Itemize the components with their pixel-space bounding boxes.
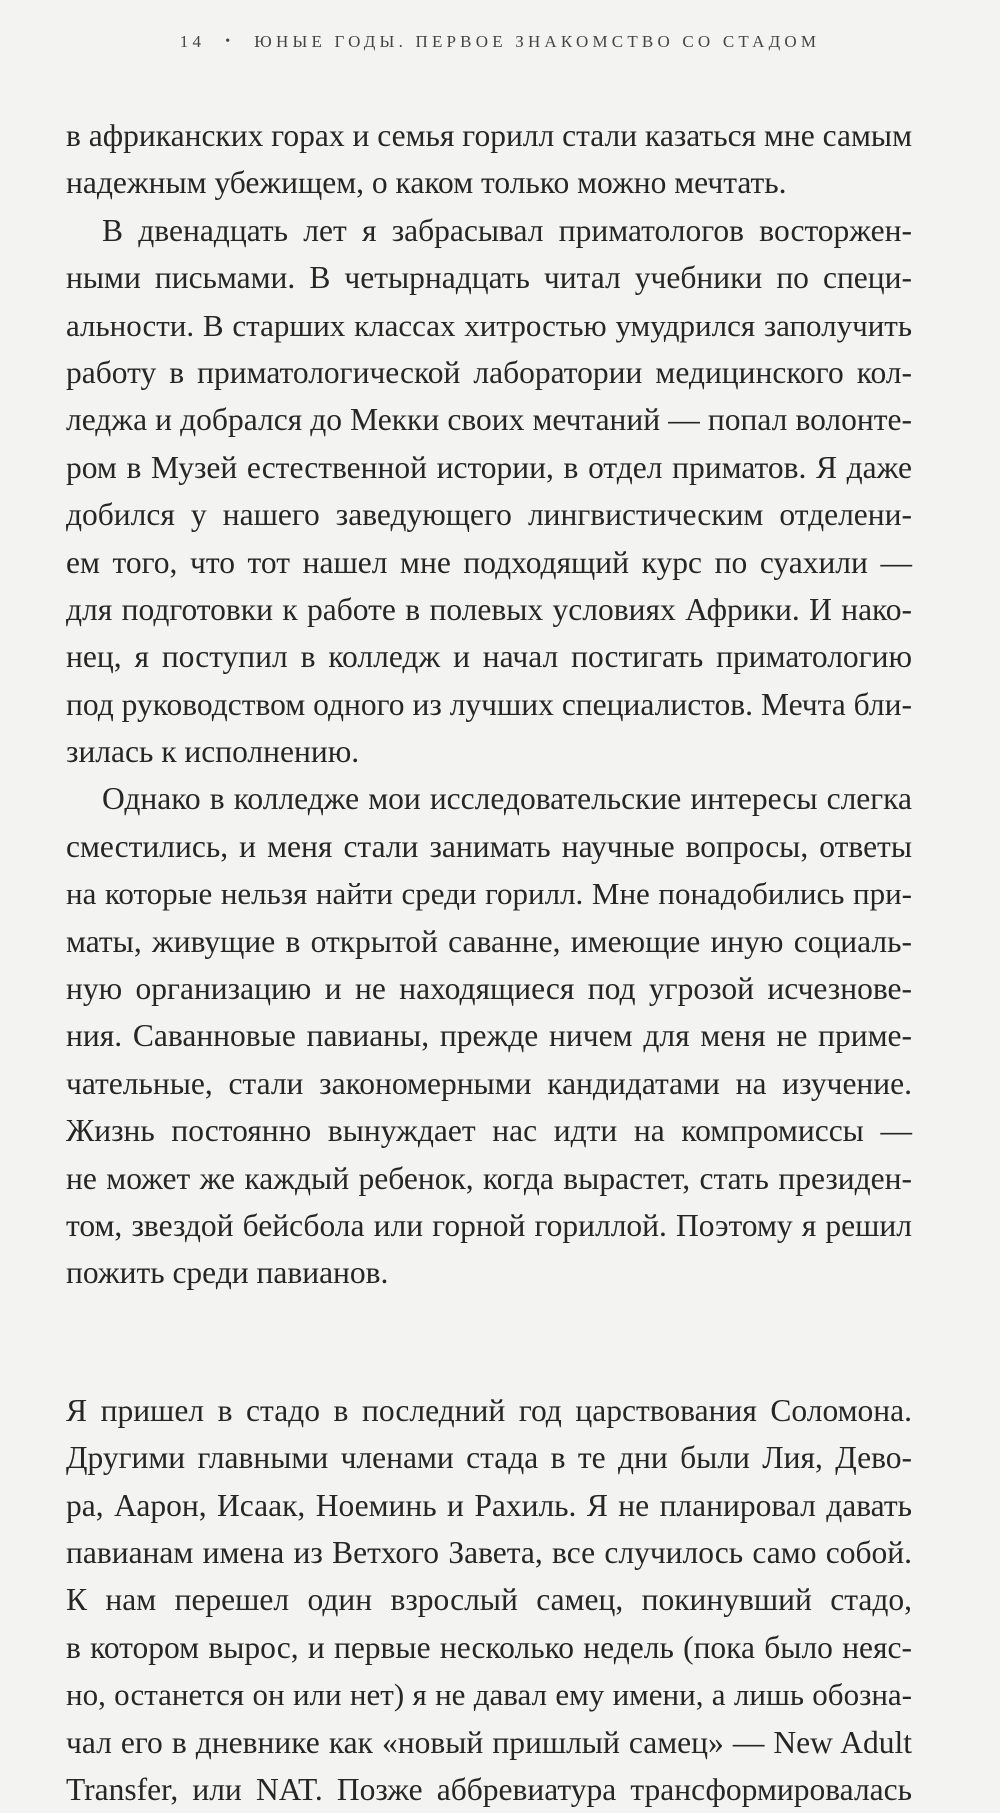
text-line: ром в Музей естественной истории, в отдел приматов. Я даже — [66, 449, 912, 485]
text-line: том, звездой бейсбола или горной гориллой. Поэтому я решил — [66, 1207, 912, 1243]
text-line: альности. В старших классах хитростью умудрился заполучить — [66, 307, 912, 343]
text-line: но, останется он или нет) я не давал ему имени, а лишь обозна- — [66, 1677, 912, 1713]
text-line: на которые нельзя найти среди горилл. Мне понадобились при- — [66, 876, 912, 912]
body-text — [66, 112, 912, 1813]
text-line: не может же каждый ребенок, когда вырастет, стать президен- — [66, 1160, 912, 1196]
paragraph — [66, 1387, 912, 1813]
text-line: нец, я поступил в колледж и начал постигать приматологию — [66, 639, 912, 675]
text-line: Жизнь постоянно вынуждает нас идти на компромиссы — — [66, 1113, 912, 1149]
text-line: чал его в дневнике как «новый пришлый самец» — New Adult — [66, 1724, 912, 1760]
paragraph — [66, 112, 912, 207]
text-line: ными письмами. В четырнадцать читал учебники по специ- — [66, 260, 912, 296]
text-line: ем того, что тот нашел мне подходящий курс по суахили — — [66, 544, 912, 580]
text-line: ную организацию и не находящиеся под угрозой исчезнове- — [66, 971, 912, 1007]
text-line: ния. Саванновые павианы, прежде ничем для меня не приме- — [66, 1018, 912, 1054]
text-line: надежным убежищем, о каком только можно мечтать. — [66, 165, 787, 201]
text-line: для подготовки к работе в полевых условиях Африки. И нако- — [66, 591, 912, 627]
text-line: в котором вырос, и первые несколько недель (пока было неяс- — [66, 1629, 912, 1665]
text-line: пожить среди павианов. — [66, 1255, 389, 1291]
text-line: павианам имена из Ветхого Завета, все случилось само собой. — [66, 1534, 912, 1570]
text-line: леджа и добрался до Мекки своих мечтаний — попал волонте- — [66, 402, 912, 438]
bullet-separator: • — [225, 34, 235, 49]
text-line: маты, живущие в открытой саванне, имеющие иную социаль- — [66, 923, 912, 959]
text-line: добился у нашего заведующего лингвистическим отделени- — [66, 497, 912, 533]
text-line: В двенадцать лет я забрасывал приматологов восторжен- — [102, 212, 912, 248]
text-line: под руководством одного из лучших специалистов. Мечта бли- — [66, 686, 912, 722]
chapter-title: ЮНЫЕ ГОДЫ. ПЕРВОЕ ЗНАКОМСТВО СО СТАДОМ — [254, 32, 821, 51]
text-line: Другими главными членами стада в те дни были Лия, Дево- — [66, 1440, 912, 1476]
paragraph — [66, 207, 912, 776]
text-line: Transfer, или NAT. Позже аббревиатура трансформировалась — [66, 1771, 912, 1807]
running-head — [0, 32, 1000, 52]
text-line: Я пришел в стадо в последний год царствования Соломона. — [66, 1392, 912, 1428]
text-line: сместились, и меня стали занимать научные вопросы, ответы — [66, 828, 912, 864]
paragraph — [66, 775, 912, 1296]
page-number: 14 — [179, 32, 206, 51]
text-line: ра, Аарон, Исаак, Ноеминь и Рахиль. Я не планировал давать — [66, 1487, 912, 1523]
section-break — [66, 1297, 912, 1387]
text-line: зилась к исполнению. — [66, 734, 360, 770]
text-line: Однако в колледже мои исследовательские интересы слегка — [102, 781, 912, 817]
text-line: К нам перешел один взрослый самец, покинувший стадо, — [66, 1582, 912, 1618]
text-line: чательные, стали закономерными кандидатами на изучение. — [66, 1065, 912, 1101]
text-line: работу в приматологической лаборатории медицинского кол- — [66, 354, 912, 390]
text-line: в африканских горах и семья горилл стали казаться мне самым — [66, 118, 912, 153]
